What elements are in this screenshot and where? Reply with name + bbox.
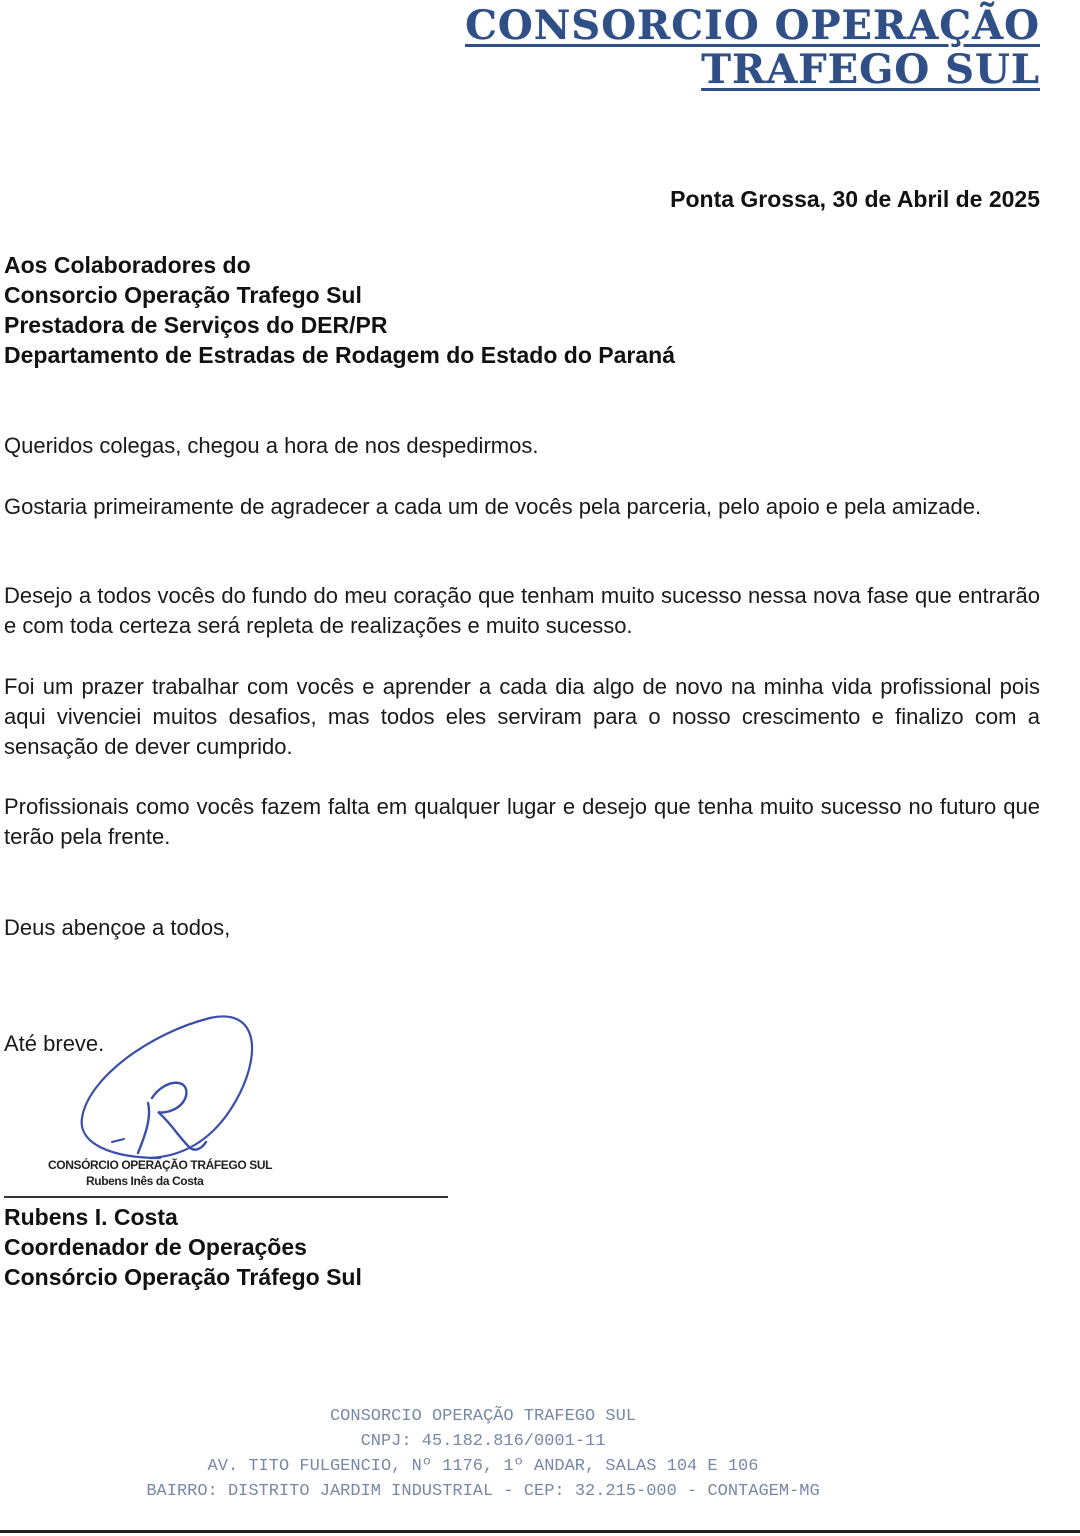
letter-date: Ponta Grossa, 30 de Abril de 2025 bbox=[670, 186, 1040, 212]
bottom-rule bbox=[0, 1530, 1080, 1533]
paragraph-wishes: Desejo a todos vocês do fundo do meu coração que tenham muito sucesso nessa nova fase que entrarão e com toda certeza será repleta de realizações e muito sucesso. bbox=[4, 583, 1040, 638]
letterhead-line-2: TRAFEGO SUL bbox=[701, 46, 1040, 93]
closing-farewell: Até breve. bbox=[4, 1031, 105, 1056]
signature-stamp bbox=[48, 1157, 272, 1189]
footer-district: BAIRRO: DISTRITO JARDIM INDUSTRIAL - CEP: 32.215-000 - CONTAGEM-MG bbox=[146, 1482, 820, 1501]
recipient-line: Consorcio Operação Trafego Sul bbox=[4, 282, 362, 308]
recipient-line: Departamento de Estradas de Rodagem do Estado do Paraná bbox=[4, 342, 675, 368]
paragraph-future: Profissionais como vocês fazem falta em qualquer lugar e desejo que tenha muito sucesso no futuro que terão pela frente. bbox=[4, 794, 1040, 849]
footer-address: AV. TITO FULGENCIO, Nº 1176, 1º ANDAR, SALAS 104 E 106 bbox=[207, 1457, 759, 1476]
signer-block bbox=[4, 1202, 362, 1292]
letterhead-line-1: CONSORCIO OPERAÇÃO bbox=[465, 2, 1040, 49]
stamp-person: Rubens Inês da Costa bbox=[86, 1174, 204, 1188]
signer-org: Consórcio Operação Tráfego Sul bbox=[4, 1264, 362, 1290]
paragraph-greeting: Queridos colegas, chegou a hora de nos despedirmos. bbox=[4, 433, 539, 458]
signer-name: Rubens I. Costa bbox=[4, 1204, 178, 1230]
signature-line bbox=[4, 1196, 448, 1198]
paragraph-thanks: Gostaria primeiramente de agradecer a cada um de vocês pela parceria, pelo apoio e pela amizade. bbox=[4, 494, 982, 519]
recipient-line: Prestadora de Serviços do DER/PR bbox=[4, 312, 388, 338]
letterhead bbox=[465, 2, 1040, 93]
signer-role: Coordenador de Operações bbox=[4, 1234, 307, 1260]
closing-blessing: Deus abençoe a todos, bbox=[4, 915, 231, 940]
stamp-company: CONSÓRCIO OPERAÇÃO TRÁFEGO SUL bbox=[48, 1158, 273, 1172]
recipient-block bbox=[4, 250, 675, 370]
footer-company: CONSORCIO OPERAÇÃO TRAFEGO SUL bbox=[329, 1407, 637, 1426]
footer-cnpj: CNPJ: 45.182.816/0001-11 bbox=[360, 1432, 606, 1451]
footer bbox=[0, 1404, 966, 1504]
recipient-line: Aos Colaboradores do bbox=[4, 252, 251, 278]
paragraph-experience: Foi um prazer trabalhar com vocês e aprender a cada dia algo de novo na minha vida profissional pois aqui vivenciei muitos desafios, mas todos eles serviram para o nosso crescimento e finalizo com a sensação de dever cumprido. bbox=[4, 674, 1040, 759]
